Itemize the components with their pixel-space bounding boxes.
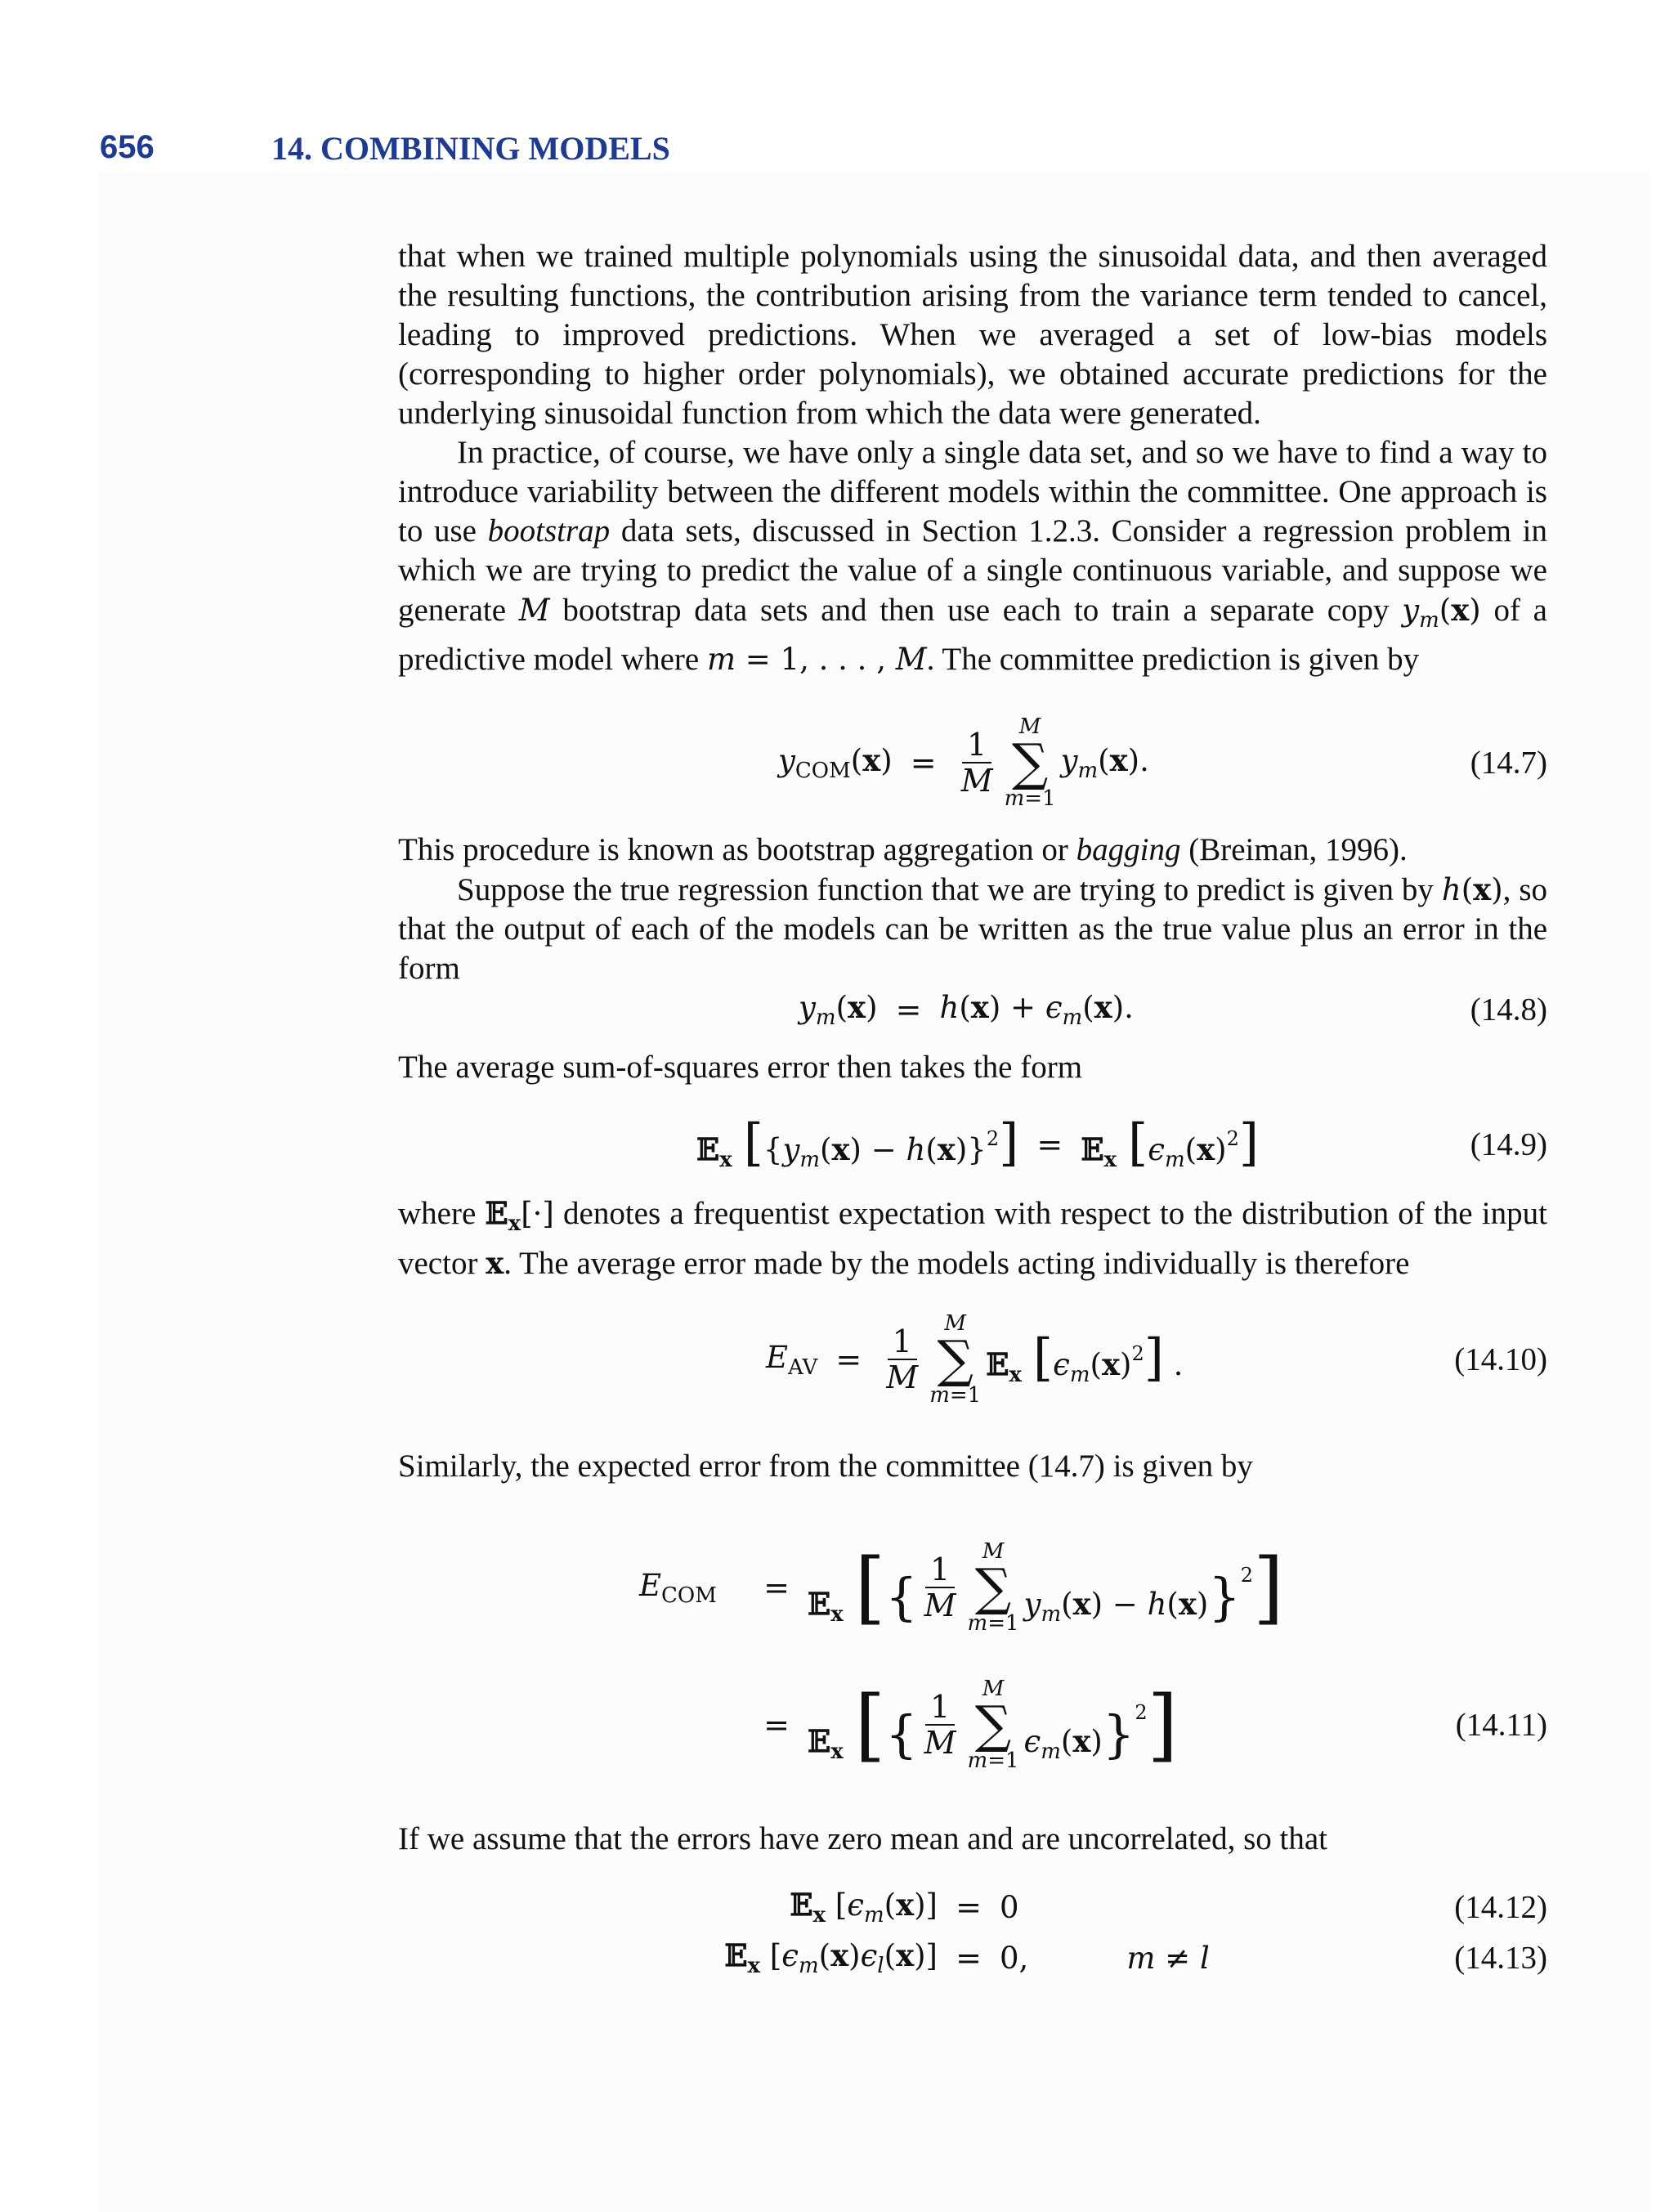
paragraph-7-text: Similarly, the expected error from the committee (14.7) is given by xyxy=(398,1449,1253,1484)
paragraph-2-text-d: of a predictive model where xyxy=(398,593,1547,677)
page-header xyxy=(0,129,1674,175)
paragraph-1-text: that when we trained multiple polynomials using the sinusoidal data, and then averaged the resulting functions, the contribution arising from the variance term tended to cancel, leading to improved predictions. When we averaged a set of low-bias models (corresponding to higher order polynomials), we obtained accurate predictions for the underlying sinusoidal function from which the data were generated. xyxy=(398,239,1547,431)
equation-number-14-13: (14.13) xyxy=(1454,1940,1547,1976)
paragraph-3 xyxy=(398,831,1547,870)
math-M: M xyxy=(518,593,550,628)
equation-14-11-line-1: $E_{COM}$ = 𝔼$_x$ [{ $\frac{1}{M}$ M ∑ m=1 $y_m(x) - h(x)\}^2$] xyxy=(639,1539,1284,1636)
paragraph-3-text-a: This procedure is known as bootstrap aggregation or xyxy=(398,832,1076,867)
paragraph-3-text-b: (Breiman, 1996). xyxy=(1180,832,1408,867)
paragraph-2 xyxy=(398,433,1547,679)
equation-14-13: 𝔼$_x$ $[\epsilon_m(x)\epsilon_l(x)]$ = 0, m ≠ l (14.13) xyxy=(724,1937,1547,1978)
equation-14-8: $y_m(x)$ = $h(x) + \epsilon_m(x)$. (14.8) xyxy=(799,989,1547,1030)
paragraph-6-text-a: where xyxy=(398,1196,486,1231)
equation-number-14-12: (14.12) xyxy=(1454,1889,1547,1925)
equation-14-10: $E_{AV}$ = $\frac{1}{M}$ M ∑ m=1 𝔼$_x$ $[\epsilon_m(x)^2]$ . (14.10) xyxy=(766,1311,1547,1408)
paragraph-5 xyxy=(398,1048,1547,1087)
equation-14-9: 𝔼$_x$ $[\{y_m(x) - h(x)\}^2]$ = 𝔼$_x$ $[\epsilon_m(x)^2]$ (14.9) xyxy=(696,1112,1547,1172)
math-x-vector: x xyxy=(486,1245,504,1281)
paragraph-8 xyxy=(398,1820,1547,1859)
equation-number-14-11: (14.11) xyxy=(1455,1707,1547,1743)
math-m-range: m = 1, . . . , M xyxy=(706,642,927,677)
term-bootstrap: bootstrap xyxy=(487,513,611,549)
paragraph-6-text-c: . The average error made by the models acting individually is therefore xyxy=(504,1246,1410,1281)
equation-number-14-7: (14.7) xyxy=(1470,745,1547,781)
paragraph-6 xyxy=(398,1193,1547,1283)
math-ym-x: $y_m(x)$ xyxy=(1402,592,1481,633)
equation-number-14-8: (14.8) xyxy=(1470,992,1547,1028)
chapter-title: 14. COMBINING MODELS xyxy=(271,130,670,167)
paragraph-4-text-b: , so that the output of each of the models can be written as the true value plus an error in the form xyxy=(398,872,1547,986)
equation-14-11-line-2: = 𝔼$_x$ [{ $\frac{1}{M}$ M ∑ m=1 $\epsilon_m(x)\}^2$] (14.11) xyxy=(763,1677,1547,1773)
paragraph-5-text: The average sum-of-squares error then takes the form xyxy=(398,1050,1083,1085)
page-number: 656 xyxy=(100,129,154,165)
paragraph-2-text-b: data sets, discussed in Section 1.2.3. Consider a regression problem in which we are trying to predict the value of a single continuous variable, and suppose we generate xyxy=(398,513,1547,628)
paragraph-4 xyxy=(398,870,1547,988)
term-bagging: bagging xyxy=(1076,832,1181,867)
paragraph-4-text-a: Suppose the true regression function that we are trying to predict is given by xyxy=(457,872,1442,907)
equation-14-12: 𝔼$_x$ $[\epsilon_m(x)]$ = 0 (14.12) xyxy=(790,1887,1547,1928)
paragraph-8-text: If we assume that the errors have zero mean and are uncorrelated, so that xyxy=(398,1821,1327,1856)
paragraph-2-text-e: . The committee prediction is given by xyxy=(926,642,1420,677)
paragraph-2-text-c: bootstrap data sets and then use each to train a separate copy xyxy=(549,593,1403,628)
math-h-x: h(x) xyxy=(1441,871,1503,907)
paragraph-2-text-a: In practice, of course, we have only a single data set, and so we have to find a way to introduce variability between the different models within the committee. One approach is to use xyxy=(398,435,1547,549)
math-expectation-operator: 𝔼$_x$[·] xyxy=(485,1195,554,1236)
equation-number-14-10: (14.10) xyxy=(1454,1341,1547,1377)
equation-number-14-9: (14.9) xyxy=(1470,1126,1547,1162)
equation-14-7: $y_{COM}(x)$ = $\frac{1}{M}$ M ∑ m=1 $y_m(x)$. (14.7) xyxy=(778,714,1547,811)
paragraph-7 xyxy=(398,1447,1547,1486)
paragraph-6-text-b: denotes a frequentist expectation with respect to the distribution of the input vector xyxy=(398,1196,1547,1281)
paragraph-1 xyxy=(398,237,1547,433)
